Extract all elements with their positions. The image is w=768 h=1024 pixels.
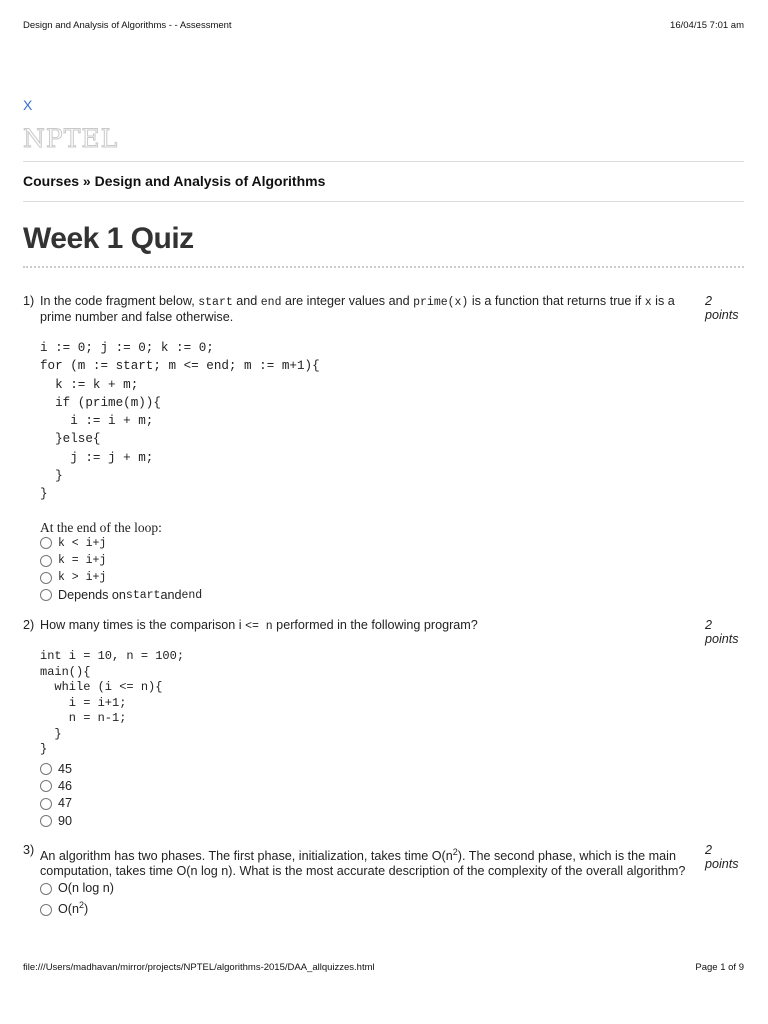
code-inline: start [198, 296, 233, 309]
option-3[interactable] [40, 569, 705, 586]
option-1[interactable] [40, 761, 705, 778]
question-body [40, 846, 705, 919]
points-value: 2 [705, 294, 713, 308]
page-title: Week 1 Quiz [23, 222, 194, 255]
question-body [40, 618, 705, 830]
points-unit: points [705, 632, 739, 646]
print-datetime: 16/04/15 7:01 am [670, 20, 744, 31]
radio-button[interactable] [40, 763, 52, 775]
radio-button[interactable] [40, 780, 52, 792]
radio-button[interactable] [40, 555, 52, 567]
text: In the code fragment below, [40, 294, 199, 308]
page-number: Page 1 of 9 [695, 962, 744, 973]
code-block: int i = 10, n = 100; main(){ while (i <= n){ i = i+1; n = n-1; } } [40, 649, 185, 756]
code-inline: start [125, 588, 161, 602]
option-label [58, 902, 88, 917]
breadcrumb[interactable]: Courses » Design and Analysis of Algorithms [23, 173, 326, 189]
question-number: 3) [23, 843, 35, 857]
text: is a prime number and false otherwise. [40, 294, 675, 324]
superscript: 2 [452, 846, 458, 857]
code-inline: end [181, 588, 203, 602]
option-4[interactable] [40, 587, 705, 604]
question-body [40, 294, 705, 604]
option-1[interactable] [40, 535, 705, 552]
points-label [705, 618, 745, 646]
code-block: i := 0; j := 0; k := 0; for (m := start; m <= end; m := m+1){ k := k + m; if (prime(m)){ i := i + m; }else{ j := j + m; } } [40, 341, 320, 502]
radio-button[interactable] [40, 589, 52, 601]
radio-button[interactable] [40, 815, 52, 827]
radio-button[interactable] [40, 904, 52, 916]
points-value: 2 [705, 618, 713, 632]
close-icon[interactable]: X [23, 97, 33, 113]
option-2[interactable] [40, 552, 705, 569]
divider [23, 201, 744, 202]
option-4[interactable] [40, 812, 705, 829]
question-text [40, 294, 705, 325]
radio-button[interactable] [40, 572, 52, 584]
points-label [705, 843, 745, 871]
text: ) [84, 902, 89, 917]
code-inline: x [644, 296, 652, 309]
question-prompt: At the end of the loop: [40, 519, 162, 535]
points-unit: points [705, 857, 739, 871]
file-path: file:///Users/madhavan/mirror/projects/NPTEL/algorithms-2015/DAA_allquizzes.html [23, 962, 375, 973]
option-label: 45 [58, 761, 73, 776]
option-label: 90 [58, 813, 73, 828]
text: is a function that returns true if [468, 294, 645, 308]
document-title: Design and Analysis of Algorithms - - Assessment [23, 20, 232, 31]
dotted-divider [23, 266, 744, 268]
code-inline: prime(x) [413, 296, 469, 309]
option-label: k = i+j [58, 554, 107, 568]
code-inline: end [260, 296, 282, 309]
question-text [40, 618, 705, 634]
question-number: 2) [23, 618, 35, 632]
radio-button[interactable] [40, 798, 52, 810]
text: and [160, 587, 182, 602]
option-3[interactable] [40, 795, 705, 812]
nptel-logo: NPTEL [23, 124, 119, 153]
text: ). The second phase, which is the main computation, takes time O(n log n). What is the most accurate description of the complexity of the overall algorithm? [40, 849, 686, 878]
option-label: 46 [58, 778, 73, 793]
option-2[interactable] [40, 778, 705, 795]
divider [23, 161, 744, 162]
radio-button[interactable] [40, 883, 52, 895]
option-2[interactable] [40, 901, 705, 918]
option-label: O(n log n) [58, 881, 114, 896]
code-inline: <= n [245, 620, 273, 633]
option-label: k > i+j [58, 571, 107, 585]
text: performed in the following program? [272, 618, 478, 632]
text: are integer values and [281, 294, 414, 308]
superscript: 2 [79, 900, 85, 911]
radio-button[interactable] [40, 537, 52, 549]
option-label: k < i+j [58, 536, 107, 550]
text: How many times is the comparison i [40, 618, 246, 632]
points-label [705, 294, 745, 322]
question-number: 1) [23, 294, 35, 308]
option-label: Depends on [58, 587, 126, 602]
text: and [232, 294, 261, 308]
points-unit: points [705, 308, 739, 322]
points-value: 2 [705, 843, 713, 857]
question-text [40, 846, 705, 878]
option-1[interactable] [40, 880, 705, 897]
text: O(n [58, 902, 79, 917]
text: An algorithm has two phases. The first phase, initialization, takes time O(n [40, 849, 453, 863]
option-label: 47 [58, 796, 73, 811]
